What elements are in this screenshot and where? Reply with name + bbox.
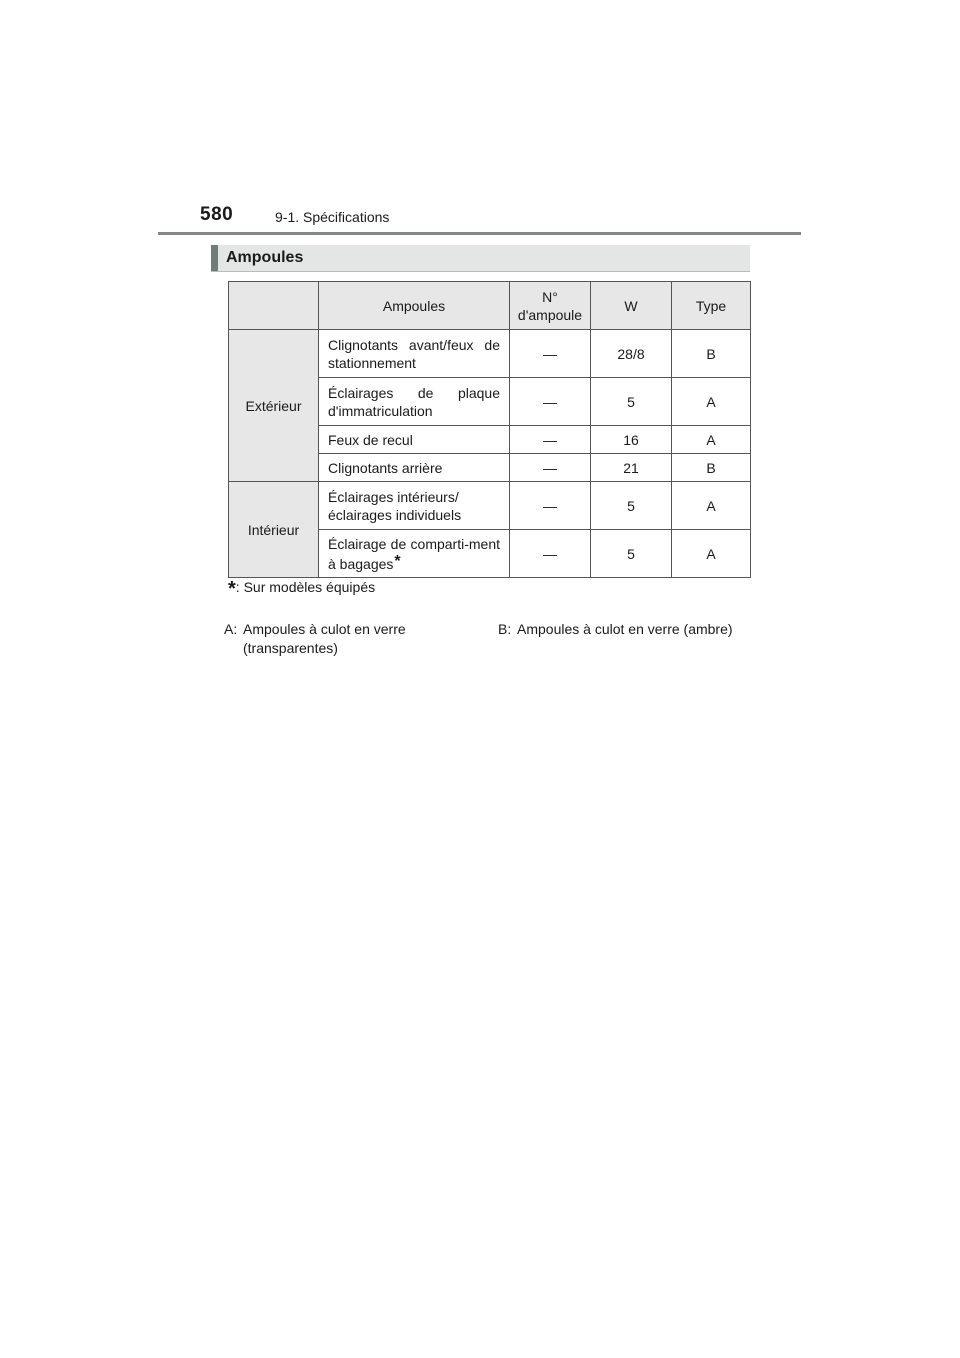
bulb-name: Éclairages de plaque d'immatriculation <box>319 378 510 426</box>
bulb-watt: 5 <box>591 378 672 426</box>
bulb-number: — <box>510 330 591 378</box>
column-header-group <box>229 282 319 330</box>
bulb-number: — <box>510 426 591 454</box>
section-bar <box>211 245 218 271</box>
bulb-number: — <box>510 454 591 482</box>
bulb-watt: 28/8 <box>591 330 672 378</box>
bulb-name: Éclairage de comparti-ment à bagages <box>328 535 500 572</box>
table-row <box>229 330 751 378</box>
page-number: 580 <box>200 204 234 225</box>
asterisk-marker: * <box>394 552 401 570</box>
legend-key: B: <box>498 621 512 637</box>
bulb-name: Clignotants avant/feux de stationnement <box>319 330 510 378</box>
bulb-name-cell <box>319 530 510 578</box>
column-header-bulbs: Ampoules <box>319 282 510 330</box>
bulb-number: — <box>510 482 591 530</box>
bulb-type: A <box>672 530 751 578</box>
legend-text: Ampoules à culot en verre (ambre) <box>517 621 733 637</box>
bulb-type: A <box>672 482 751 530</box>
bulb-type: A <box>672 378 751 426</box>
bulb-watt: 16 <box>591 426 672 454</box>
bulb-type: B <box>672 330 751 378</box>
bulb-type: A <box>672 426 751 454</box>
bulb-name: Clignotants arrière <box>319 454 510 482</box>
bulb-watt: 21 <box>591 454 672 482</box>
column-header-type: Type <box>672 282 751 330</box>
bulb-name: Feux de recul <box>319 426 510 454</box>
bulb-watt: 5 <box>591 530 672 578</box>
bulb-name: Éclairages intérieurs/ éclairages individuels <box>319 482 510 530</box>
legend-key: A: <box>224 621 238 637</box>
bulb-type: B <box>672 454 751 482</box>
table-row <box>229 482 751 530</box>
bulb-number: — <box>510 378 591 426</box>
footnote-text: : Sur modèles équipés <box>235 579 376 595</box>
bulb-watt: 5 <box>591 482 672 530</box>
column-header-watt: W <box>591 282 672 330</box>
legend-text: Ampoules à culot en verre (transparentes) <box>243 621 406 656</box>
bulbs-table <box>228 281 751 578</box>
table-header-row <box>229 282 751 330</box>
group-label-exterior: Extérieur <box>229 330 319 482</box>
bulb-number: — <box>510 530 591 578</box>
column-header-bulb-number: N° d'ampoule <box>510 282 591 330</box>
section-title: Ampoules <box>226 249 304 266</box>
group-label-interior: Intérieur <box>229 482 319 578</box>
footnote-marker: * <box>228 578 236 600</box>
chapter-title: 9-1. Spécifications <box>275 209 390 225</box>
section-header <box>211 245 750 272</box>
footnote <box>228 578 375 601</box>
header-rule <box>158 232 801 235</box>
